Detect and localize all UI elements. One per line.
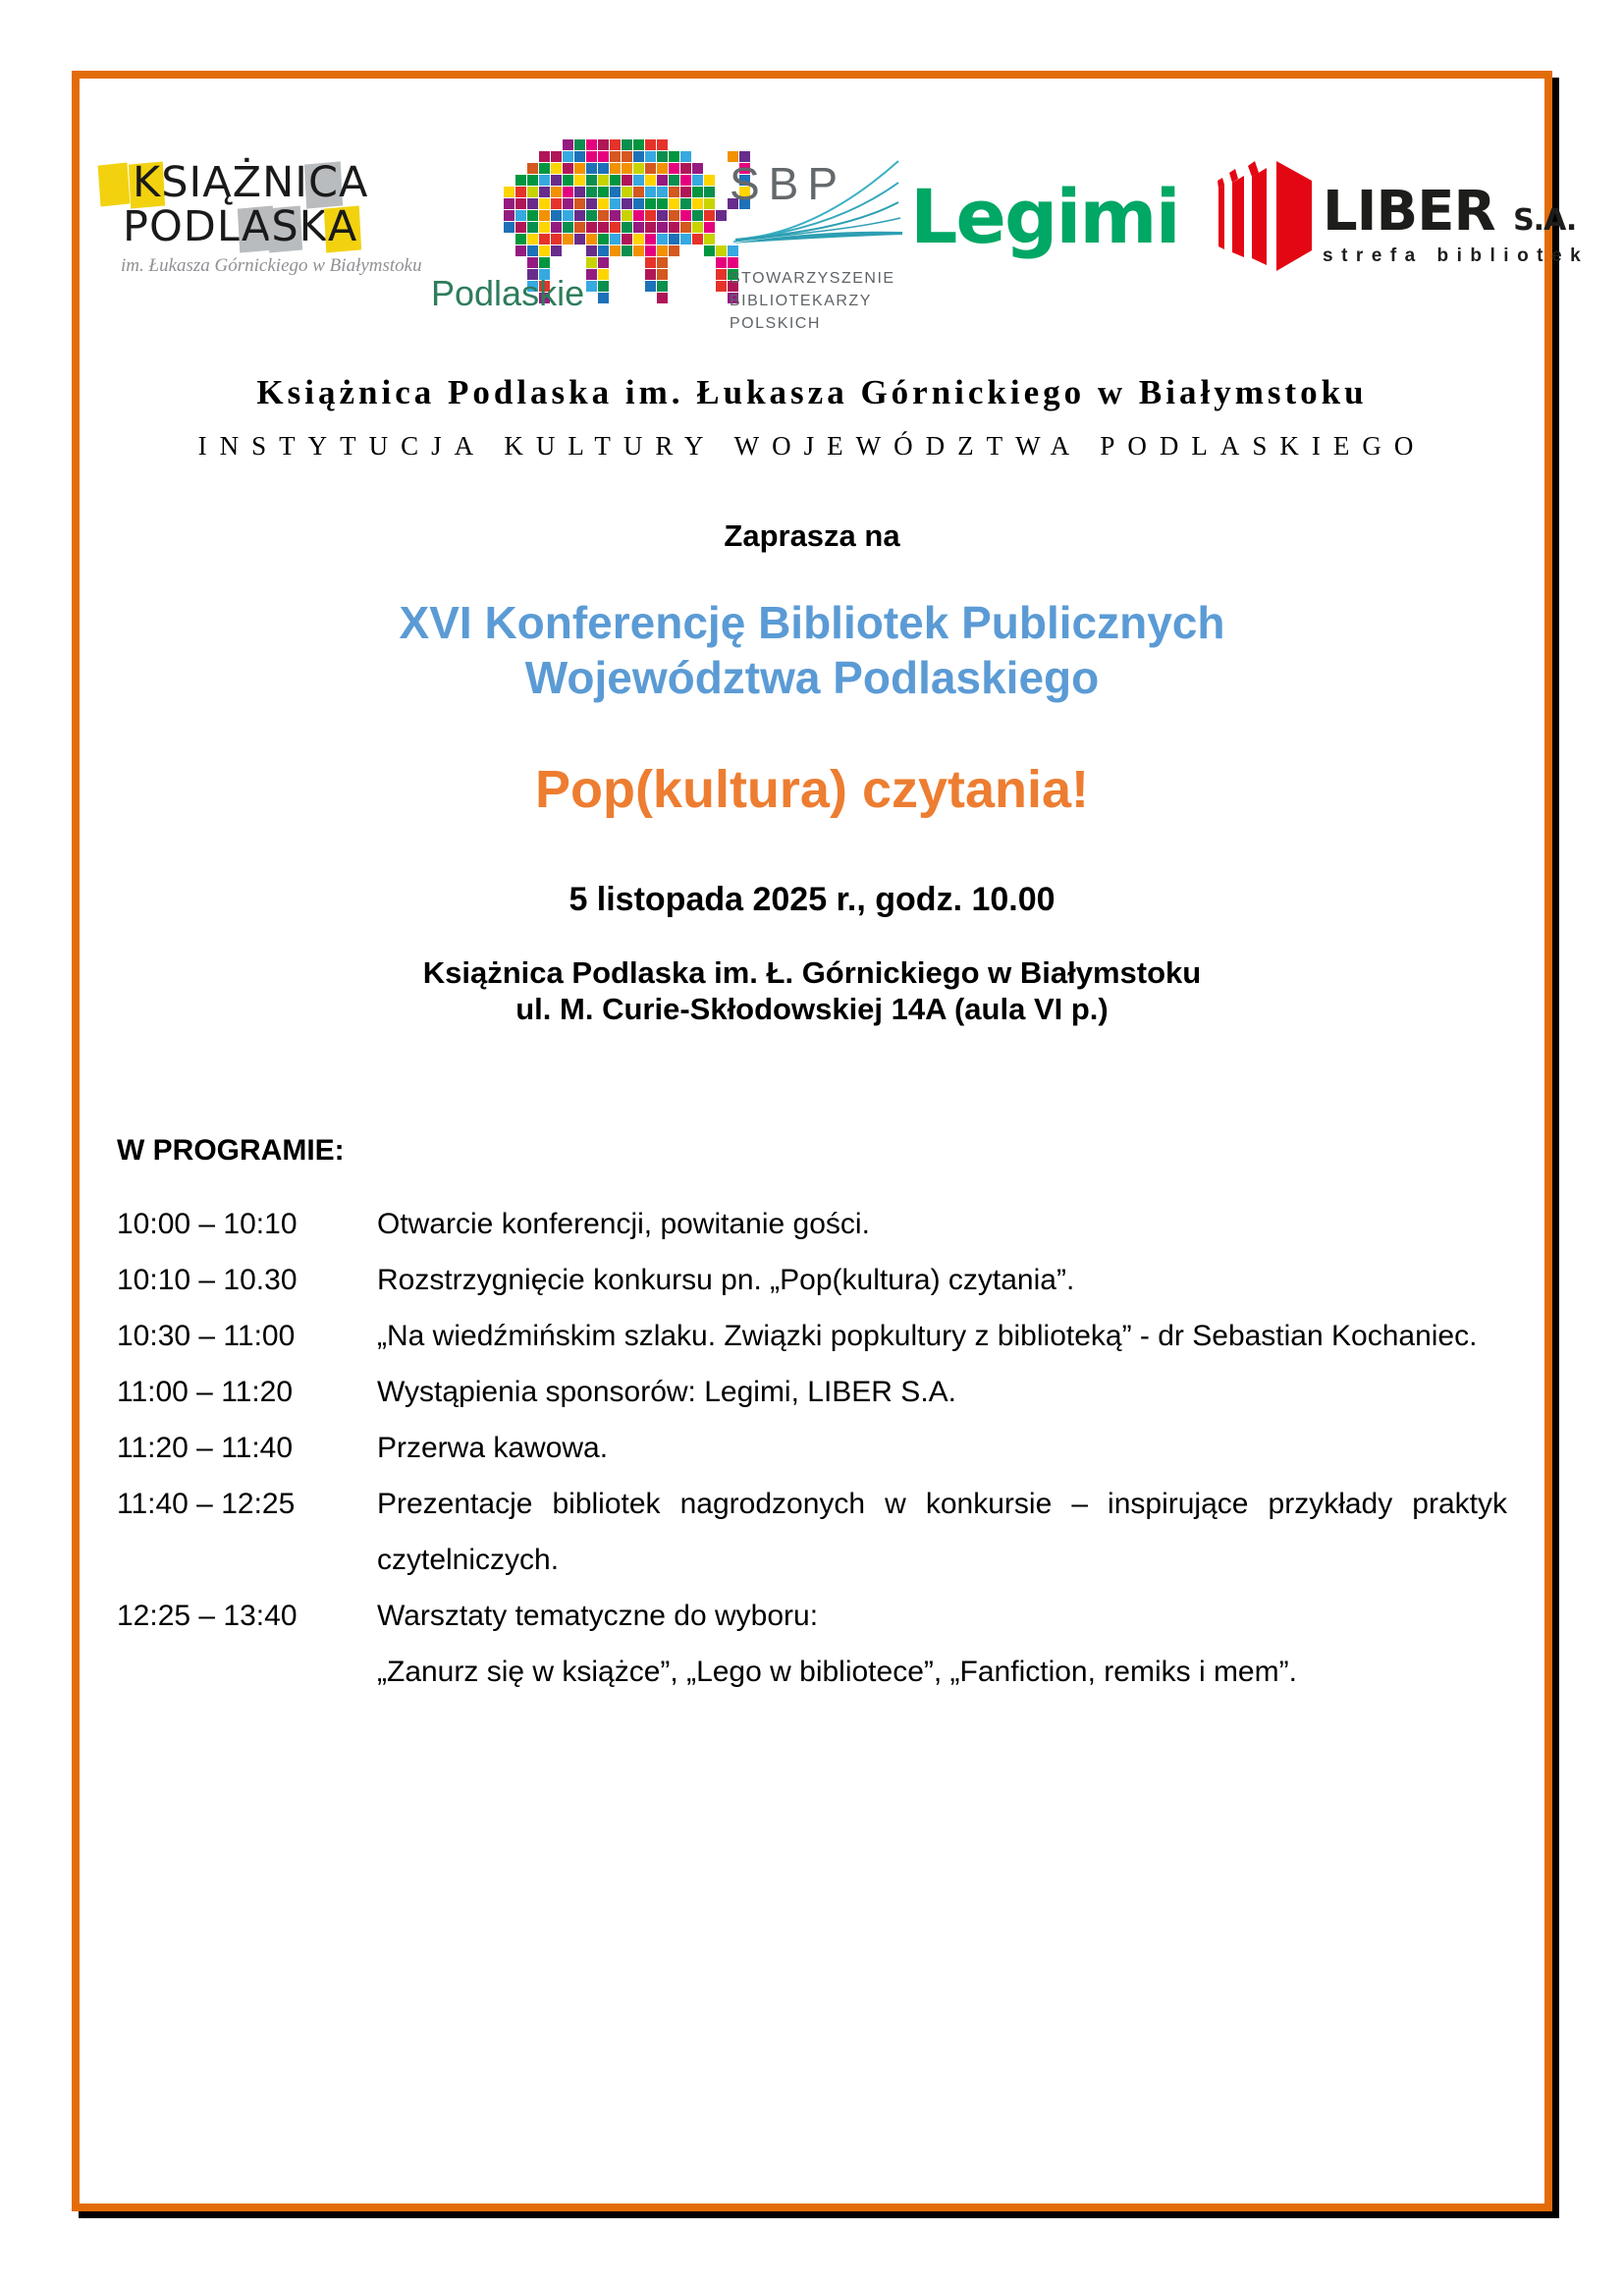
program-time: 10:30 – 11:00: [117, 1320, 296, 1352]
program-time: 10:10 – 10.30: [117, 1264, 298, 1296]
ksiaznica-letter: I: [295, 158, 308, 207]
conference-title-line2: Województwa Podlaskiego: [524, 652, 1100, 703]
ksiaznica-letter: N: [262, 158, 296, 207]
ksiaznica-wordmark-line1: [99, 158, 423, 207]
podlaskie-label: Podlaskie: [431, 273, 585, 313]
sbp-logo-top: [730, 153, 906, 253]
venue-line2: ul. M. Curie-Skłodowskiej 14A (aula VI p.): [515, 992, 1109, 1026]
program-text: [377, 1588, 1507, 1700]
legimi-logo: [910, 173, 1224, 260]
program-time: 10:00 – 10:10: [117, 1208, 298, 1240]
ksiaznica-letter: D: [183, 202, 217, 252]
ksiaznica-wordmark-line2: [123, 202, 423, 252]
venue-line1: Książnica Podlaska im. Ł. Górnickiego w Białymstoku: [422, 955, 1202, 990]
program-text: [377, 1476, 1507, 1588]
sbp-name-lines: [730, 267, 906, 335]
program-time: 11:40 – 12:25: [117, 1488, 296, 1520]
ksiaznica-letter: P: [123, 202, 149, 252]
conference-theme: Pop(kultura) czytania!: [534, 760, 1090, 819]
program-row: [117, 1308, 1507, 1364]
ksiaznica-letter: Ż: [232, 158, 263, 207]
sbp-acronym: SBP: [730, 158, 847, 209]
liber-logo: [1217, 153, 1590, 275]
legimi-wordmark: Legimi: [910, 173, 1179, 260]
program-list: [117, 1196, 1507, 1700]
program-row: [117, 1364, 1507, 1420]
podlaskie-logo: [431, 139, 726, 346]
ksiaznica-letter: L: [216, 202, 242, 252]
program-text-line1: Przerwa kawowa.: [377, 1432, 609, 1464]
program-heading: W PROGRAMIE:: [117, 1134, 345, 1167]
program-text: [377, 1196, 1507, 1252]
program-text-line2: „Zanurz się w książce”, „Lego w bibliotece”, „Fanfiction, remiks i mem”.: [377, 1656, 1297, 1688]
sbp-name-line2: BIBLIOTEKARZY: [730, 293, 872, 309]
liber-word: LIBER: [1323, 179, 1495, 244]
poster-content: [80, 112, 1590, 2237]
ksiaznica-podlaska-logo: [99, 158, 423, 277]
program-text: [377, 1420, 1507, 1476]
logo-strip: [80, 112, 1590, 357]
ksiaznica-letter: Ą: [202, 158, 233, 207]
ksiaznica-subtitle: im. Łukasza Górnickiego w Białymstoku: [121, 255, 422, 277]
ksiaznica-letter: K: [133, 158, 162, 207]
program-row: [117, 1476, 1507, 1588]
liber-text-block: [1323, 162, 1589, 267]
program-text: [377, 1364, 1507, 1420]
ksiaznica-letter: C: [307, 158, 339, 207]
program-text-line1: „Na wiedźmińskim szlaku. Związki popkultury z biblioteką” - dr Sebastian Kochaniec.: [377, 1320, 1478, 1352]
ksiaznica-letter: A: [327, 202, 358, 252]
program-text-line1: Warsztaty tematyczne do wyboru:: [377, 1600, 819, 1632]
ksiaznica-letter: I: [189, 158, 203, 207]
ksiaznica-letter: S: [161, 158, 189, 207]
program-text-line1: Otwarcie konferencji, powitanie gości.: [377, 1208, 870, 1240]
liber-books-icon: [1217, 153, 1315, 275]
program-row: [117, 1588, 1507, 1700]
liber-tagline: strefa bibliotek: [1323, 245, 1590, 266]
liber-wordmark: [1323, 180, 1589, 244]
ksiaznica-letter: S: [271, 202, 299, 252]
program-text-line1: Rozstrzygnięcie konkursu pn. „Pop(kultura) czytania”.: [377, 1264, 1075, 1296]
event-venue: [80, 954, 1544, 1027]
program-row: [117, 1252, 1507, 1308]
conference-title-line1: XVI Konferencję Bibliotek Publicznych: [399, 597, 1225, 648]
program-row: [117, 1420, 1507, 1476]
program-time: 11:20 – 11:40: [117, 1432, 294, 1464]
program-row: [117, 1196, 1507, 1252]
program-time: 12:25 – 13:40: [117, 1600, 298, 1632]
sbp-name-line3: POLSKICH: [730, 315, 821, 332]
program-text: [377, 1252, 1507, 1308]
event-datetime: 5 listopada 2025 r., godz. 10.00: [568, 881, 1056, 918]
program-text-line1: Prezentacje bibliotek nagrodzonych w konkursie – inspirujące przykłady praktyk czytelniczych.: [377, 1488, 1507, 1576]
poster-frame: [72, 71, 1590, 2211]
ksiaznica-letter: A: [338, 158, 369, 207]
ksiaznica-letter: O: [148, 202, 184, 252]
sbp-logo: [730, 153, 906, 335]
program-time: 11:00 – 11:20: [117, 1376, 294, 1408]
program-text-line1: Wystąpienia sponsorów: Legimi, LIBER S.A.: [377, 1376, 956, 1408]
program-text: [377, 1308, 1507, 1364]
liber-suffix: S.A.: [1513, 202, 1577, 238]
organization-subtitle: INSTYTUCJA KULTURY WOJEWÓDZTWA PODLASKIEGO: [197, 431, 1427, 461]
conference-title: [80, 595, 1544, 705]
ksiaznica-letter: A: [241, 202, 272, 252]
sbp-name-line1: STOWARZYSZENIE: [730, 270, 895, 287]
yellow-book-icon: [98, 163, 131, 207]
invitation-line: Zaprasza na: [724, 518, 900, 553]
organization-title: Książnica Podlaska im. Łukasza Górnickiego w Białymstoku: [256, 373, 1368, 411]
ksiaznica-letter: K: [298, 202, 328, 252]
